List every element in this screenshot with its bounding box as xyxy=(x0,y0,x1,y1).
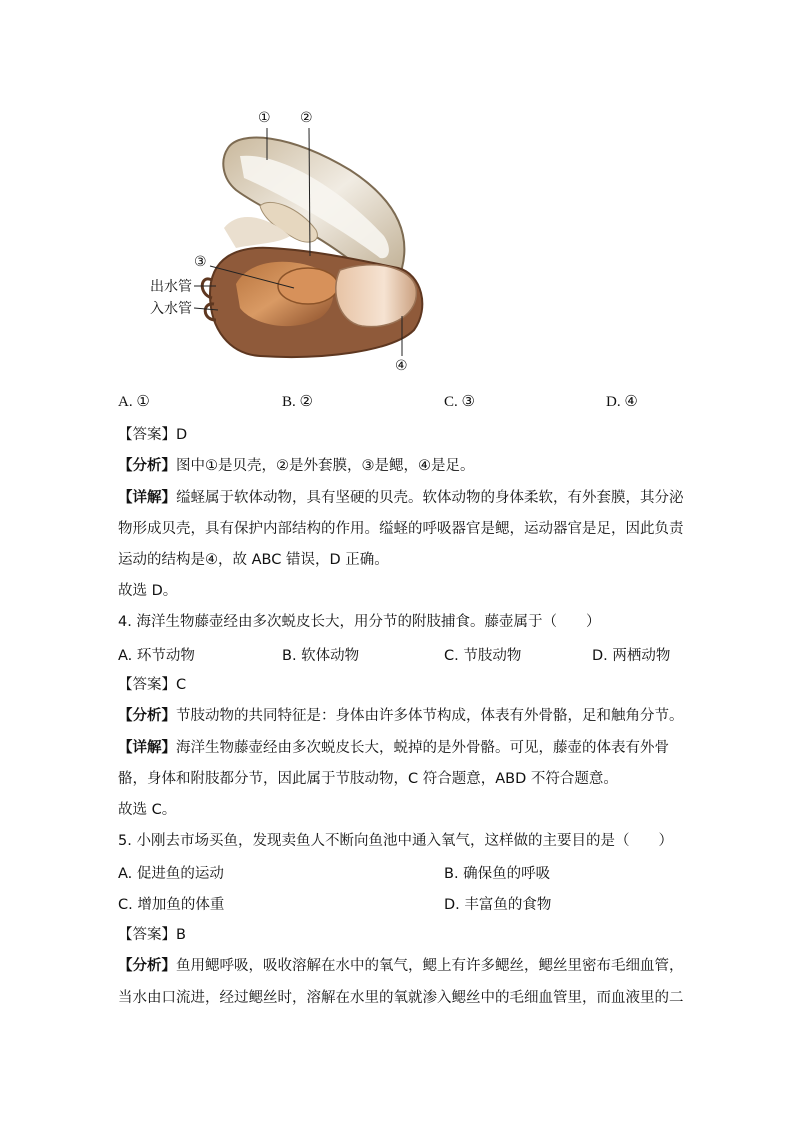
q4-analysis-tag: 【分析】 xyxy=(118,708,176,724)
q4-option-a[interactable]: A. 环节动物 xyxy=(118,648,195,664)
q3-options xyxy=(118,392,678,418)
q4-analysis-text: 节肢动物的共同特征是：身体由许多体节构成，体表有外骨骼，足和触角分节。 xyxy=(176,708,684,724)
q3-analysis xyxy=(118,456,475,476)
q5-analysis-line-1 xyxy=(118,956,684,976)
q4-option-c[interactable]: C. 节肢动物 xyxy=(444,648,522,664)
q5-analysis-tag: 【分析】 xyxy=(118,958,176,974)
q3-detail-line-2: 物形成贝壳，具有保护内部结构的作用。缢蛏的呼吸器官是鳃，运动器官是足，因此负责 xyxy=(118,521,684,537)
q3-option-c[interactable]: C. ③ xyxy=(444,394,475,410)
q4-options xyxy=(118,644,678,666)
q4-detail-tag: 【详解】 xyxy=(118,740,176,756)
q4-stem: 4. 海洋生物藤壶经由多次蜕皮长大，用分节的附肢捕食。藤壶属于（ ） xyxy=(118,614,601,630)
q3-detail-tag: 【详解】 xyxy=(118,490,176,506)
q4-detail-line-1 xyxy=(118,738,669,758)
q4-choose: 故选 C。 xyxy=(118,802,177,818)
label-inflow-siphon: 入水管 xyxy=(150,301,192,317)
q5-option-d[interactable]: D. 丰富鱼的食物 xyxy=(444,897,552,913)
q4-analysis xyxy=(118,706,684,726)
label-4: ④ xyxy=(395,358,408,374)
label-1: ① xyxy=(258,110,271,126)
q4-detail-line-2: 骼，身体和附肢都分节，因此属于节肢动物，C 符合题意，ABD 不符合题意。 xyxy=(118,771,618,787)
q5-answer: 【答案】B xyxy=(118,927,186,943)
q5-analysis-line-2: 当水由口流进，经过鳃丝时，溶解在水里的氧就渗入鳃丝中的毛细血管里，而血液里的二 xyxy=(118,990,684,1006)
q3-detail-line-1 xyxy=(118,488,684,508)
q3-detail-line-3: 运动的结构是④，故 ABC 错误，D 正确。 xyxy=(118,552,389,568)
q4-detail-text-1: 海洋生物藤壶经由多次蜕皮长大，蜕掉的是外骨骼。可见，藤壶的体表有外骨 xyxy=(176,740,669,756)
q3-answer: 【答案】D xyxy=(118,427,188,443)
clam-illustration xyxy=(140,108,440,380)
q4-answer: 【答案】C xyxy=(118,677,187,693)
q3-detail-text-1: 缢蛏属于软体动物，具有坚硬的贝壳。软体动物的身体柔软，有外套膜，其分泌 xyxy=(176,490,684,506)
foot-shape xyxy=(336,265,417,327)
q4-option-b[interactable]: B. 软体动物 xyxy=(282,648,360,664)
q5-option-a[interactable]: A. 促进鱼的运动 xyxy=(118,866,224,882)
q5-option-b[interactable]: B. 确保鱼的呼吸 xyxy=(444,866,551,882)
q3-option-a[interactable]: A. ① xyxy=(118,394,150,410)
label-3: ③ xyxy=(194,254,207,270)
q3-analysis-text: 图中①是贝壳，②是外套膜，③是鳃，④是足。 xyxy=(176,458,475,474)
q5-options-row-2 xyxy=(118,893,678,915)
q3-option-d[interactable]: D. ④ xyxy=(606,394,638,410)
q5-option-c[interactable]: C. 增加鱼的体重 xyxy=(118,897,225,913)
q5-options-row-1 xyxy=(118,862,678,884)
label-outflow-siphon: 出水管 xyxy=(150,279,192,295)
q5-stem: 5. 小刚去市场买鱼，发现卖鱼人不断向鱼池中通入氧气，这样做的主要目的是（ ） xyxy=(118,833,673,849)
label-2: ② xyxy=(300,110,313,126)
q3-choose: 故选 D。 xyxy=(118,583,178,599)
q3-analysis-tag: 【分析】 xyxy=(118,458,176,474)
q5-analysis-text-1: 鱼用鳃呼吸，吸收溶解在水中的氧气，鳃上有许多鳃丝，鳃丝里密布毛细血管， xyxy=(176,958,684,974)
clam-diagram xyxy=(140,108,440,380)
q3-option-b[interactable]: B. ② xyxy=(282,394,313,410)
q4-option-d[interactable]: D. 两栖动物 xyxy=(592,648,671,664)
